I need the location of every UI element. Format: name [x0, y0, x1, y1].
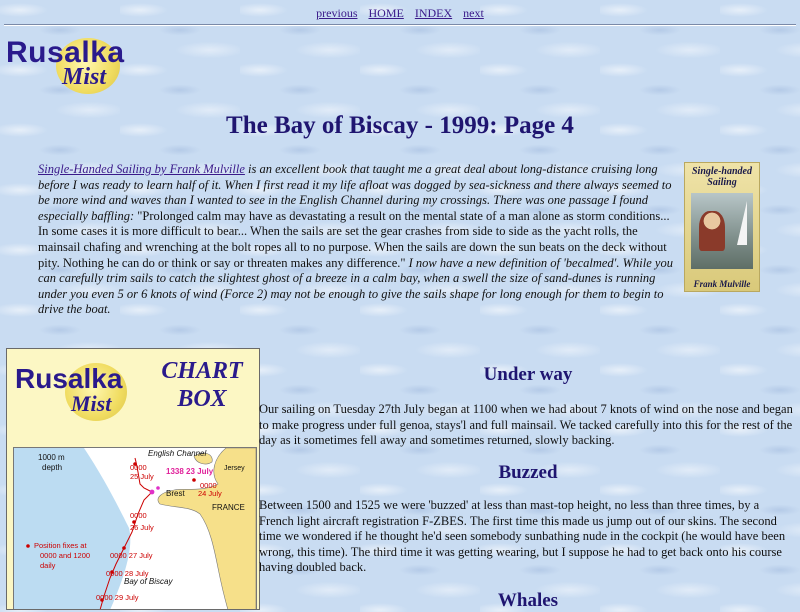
chartbox-logo	[13, 357, 128, 421]
book-cover-art	[691, 193, 753, 269]
logo-text-mist: Mist	[62, 64, 107, 90]
page-title: The Bay of Biscay - 1999: Page 4	[226, 112, 574, 139]
chart-box	[6, 348, 260, 610]
nav-home-link[interactable]: HOME	[368, 6, 404, 20]
fix-label-27: 0000 27 July	[110, 551, 153, 560]
nav-previous-link[interactable]: previous	[316, 6, 358, 20]
chartbox-title-line2: BOX	[177, 386, 227, 412]
intro-paragraph	[38, 162, 674, 318]
map-label-depth-2: depth	[42, 463, 63, 472]
route-map[interactable]	[13, 447, 257, 610]
fix-label-24: 0000	[200, 481, 217, 490]
logo-text-rusalka: Rusalka	[6, 36, 125, 69]
fix-label-24b: 24 July	[198, 489, 222, 498]
fix-label-26: 0000	[130, 511, 147, 520]
map-label-france: FRANCE	[212, 503, 245, 512]
heading-under-way: Under way	[483, 364, 573, 385]
chartbox-logo-rusalka: Rusalka	[15, 363, 123, 394]
fix-label-29: 0000 29 July	[96, 593, 139, 602]
fix-point-27-july	[122, 546, 126, 550]
book-cover-title: Single-handed Sailing	[691, 166, 752, 188]
fix-label-25: 0000	[130, 463, 147, 472]
paragraph-under-way: Our sailing on Tuesday 27th July began at 1100 when we had about 7 knots of wind on the nose and began to make progress under full genoa, stays'l and full mainsail. We tacked carefully into this for the rest of the day as it sometimes fell away and sometimes returned, slowly backing.	[259, 402, 793, 448]
fix-label-26b: 26 July	[130, 523, 154, 532]
legend-line-2: 0000 and 1200	[40, 551, 91, 560]
map-label-jersey: Jersey	[224, 465, 245, 472]
heading-whales: Whales	[497, 590, 559, 611]
nav-index-link[interactable]: INDEX	[414, 6, 453, 20]
nav-next-link[interactable]: next	[463, 6, 484, 20]
chartbox-logo-mist: Mist	[71, 391, 112, 416]
legend-fix-dot	[26, 544, 30, 548]
map-label-biscay: Bay of Biscay	[124, 577, 173, 586]
chartbox-title	[147, 357, 257, 413]
sailor-figure	[699, 211, 725, 251]
fix-point-23-july	[150, 490, 155, 495]
sail-icon	[737, 201, 747, 245]
intro-quote: "Prolonged calm may have as devastating a result on the mental state of a man alone as storm conditions... In some cases it is more difficult to bear... When the sails are set the gear crashes from side to side as the yacht rolls, the mainsail chafing and wrenching at the bolt ropes all to no purpose. When the sails are down the sun beats on the deck without pity. Nothing he can do or think or say or threaten makes any difference."	[38, 208, 670, 270]
chartbox-title-line1: CHART	[161, 358, 243, 384]
legend-line-1: Position fixes at	[34, 541, 87, 550]
map-label-depth-1: 1000 m	[38, 453, 65, 462]
intro-text-2: I now have a new definition of 'becalmed'. While you can carefully trim sails to catch the slightest ghost of a breeze in a calm bay, when a swell the size of sand-dunes is running under you even 5 or 6 knots of wind (Force 2) may not be enough to give the sails shape for long enough for them to begin to drive the boat.	[38, 255, 673, 317]
top-divider	[4, 24, 796, 26]
fix-point-24-july	[192, 478, 196, 482]
top-navigation	[0, 6, 800, 21]
legend-line-3: daily	[40, 561, 56, 570]
fix-label-25b: 25 July	[130, 472, 154, 481]
heading-buzzed: Buzzed	[498, 462, 558, 483]
book-cover-image[interactable]	[684, 162, 760, 292]
fix-point-23-july-b	[156, 486, 160, 490]
paragraph-buzzed: Between 1500 and 1525 we were 'buzzed' at less than mast-top height, no less than three times, by a French light aircraft registration F-ZBES. The first time this made us jump out of our skins. The second time we wondered if he thought he'd seen somebody sunbathing nude in the cockpit (he would have been wrong, this time). The third time it was getting wearing, but I suppose he had to get back onto his course having doubled back.	[259, 498, 786, 575]
book-link[interactable]: Single-Handed Sailing by Frank Mulville	[38, 162, 245, 176]
intro-text-1: is an excellent book that taught me a great deal about long-distance cruising long before I was ready to learn half of it. When I first read it my life afloat was dogged by sea-sickness and there always seemed to be more wind and waves than I wanted to see in the English Channel during my crossings. There was one passage I found especially baffling:	[38, 162, 672, 223]
map-label-brest: Brest	[166, 489, 185, 498]
book-cover-author: Frank Mulville	[693, 279, 751, 289]
fix-label-1338: 1338 23 July	[166, 467, 214, 476]
site-logo	[6, 34, 125, 94]
fix-label-28: 0000 28 July	[106, 569, 149, 578]
map-label-channel: English Channel	[148, 449, 207, 458]
